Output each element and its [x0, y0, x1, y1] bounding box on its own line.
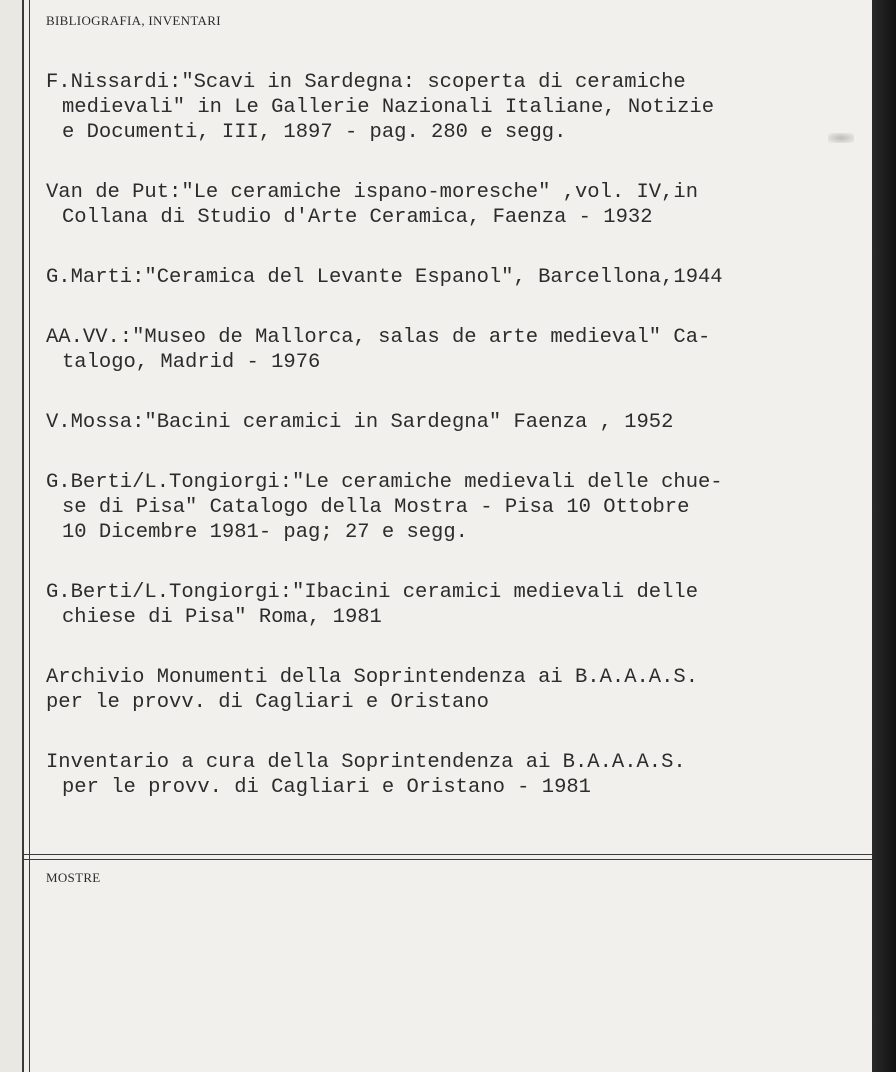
- bibliography-entry: [46, 410, 874, 435]
- bibliography-entry: [46, 665, 874, 715]
- margin-rule-inner: [29, 0, 30, 1072]
- margin-rule-outer: [22, 0, 24, 1072]
- bibliography-entry: [46, 180, 874, 230]
- entry-line: Inventario a cura della Soprintendenza ai B.A.A.A.S.: [46, 751, 686, 774]
- entry-line: G.Berti/L.Tongiorgi:"Le ceramiche medievali delle chue-: [46, 471, 723, 494]
- entry-line: per le provv. di Cagliari e Oristano: [46, 691, 489, 714]
- ink-smudge: [828, 133, 854, 143]
- entry-line: medievali" in Le Gallerie Nazionali Italiane, Notizie: [62, 96, 715, 119]
- entry-line: per le provv. di Cagliari e Oristano - 1981: [62, 776, 591, 799]
- entry-line: se di Pisa" Catalogo della Mostra - Pisa 10 Ottobre: [62, 496, 690, 519]
- entry-line: G.Berti/L.Tongiorgi:"Ibacini ceramici medievali delle: [46, 581, 699, 604]
- section-divider-bottom: [22, 859, 876, 860]
- bibliography-list: [46, 70, 874, 835]
- bibliography-entry: [46, 70, 874, 145]
- entry-line: chiese di Pisa" Roma, 1981: [62, 606, 382, 629]
- entry-line: 10 Dicembre 1981- pag; 27 e segg.: [62, 521, 468, 544]
- section-divider-top: [22, 854, 876, 855]
- entry-line: G.Marti:"Ceramica del Levante Espanol", Barcellona,1944: [46, 266, 723, 289]
- card-left-margin: [0, 0, 22, 1072]
- bibliography-entry: [46, 580, 874, 630]
- entry-line: AA.VV.:"Museo de Mallorca, salas de arte medieval" Ca-: [46, 326, 711, 349]
- section-title-mostre: MOSTRE: [46, 870, 101, 885]
- entry-line: talogo, Madrid - 1976: [62, 351, 321, 374]
- entry-line: Van de Put:"Le ceramiche ispano-moresche" ,vol. IV,in: [46, 181, 699, 204]
- bibliography-entry: [46, 325, 874, 375]
- entry-line: Collana di Studio d'Arte Ceramica, Faenza - 1932: [62, 206, 653, 229]
- bibliography-entry: [46, 265, 874, 290]
- entry-line: e Documenti, III, 1897 - pag. 280 e segg.: [62, 121, 567, 144]
- entry-line: Archivio Monumenti della Soprintendenza ai B.A.A.A.S.: [46, 666, 699, 689]
- entry-line: V.Mossa:"Bacini ceramici in Sardegna" Faenza , 1952: [46, 411, 674, 434]
- bibliography-entry: [46, 750, 874, 800]
- section-title-bibliografia: BIBLIOGRAFIA, INVENTARI: [46, 13, 221, 28]
- bibliography-entry: [46, 470, 874, 545]
- entry-line: F.Nissardi:"Scavi in Sardegna: scoperta di ceramiche: [46, 71, 686, 94]
- scan-dark-edge: [872, 0, 896, 1072]
